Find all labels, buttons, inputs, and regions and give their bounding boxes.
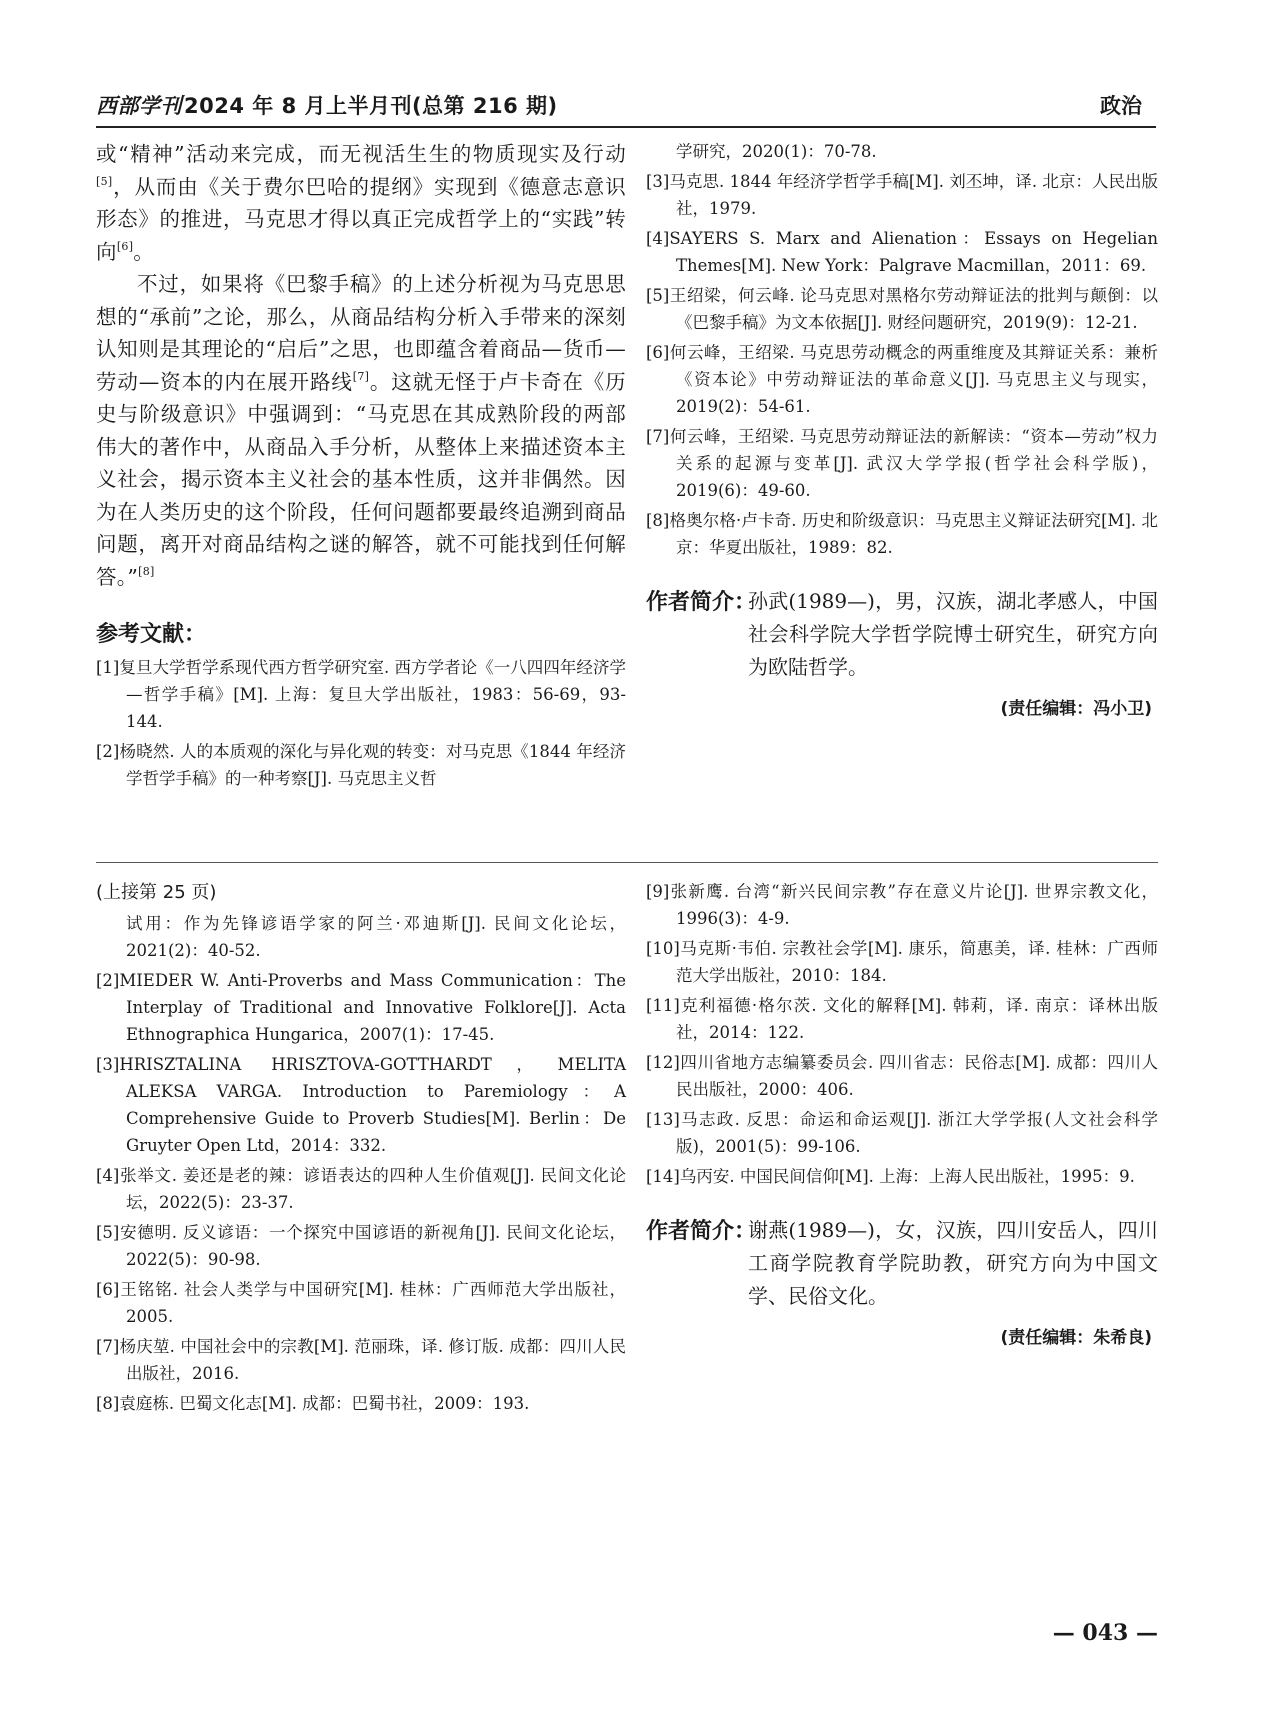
author-label: 作者简介：: [646, 1219, 757, 1244]
issue-info: 2024 年 8 月上半月刊(总第 216 期): [184, 94, 558, 118]
responsible-editor: (责任编辑：朱希良): [1000, 1328, 1152, 1348]
section-label: 政治: [1100, 94, 1142, 118]
reference-list: [96, 654, 626, 792]
body-paragraph-1: 或“精神”活动来完成，而无视活生生的物质现实及行动[5]，从而由《关于费尔巴哈的提纲》实现到《德意志意识形态》的推进，马克思才得以真正完成哲学上的“实践”转向[6]。: [96, 142, 626, 264]
author-text: 孙武(1989—)，男，汉族，湖北孝感人，中国社会科学院大学哲学院博士研究生，研究方向为欧陆哲学。: [748, 589, 1158, 679]
reference-item: [2]MIEDER W. Anti-Proverbs and Mass Communication：The Interplay of Traditional and Innovative Folklore[J]. Acta Ethnographica Hungarica，2007(1)：17-45.: [96, 971, 626, 1044]
top-left-column: [96, 138, 626, 795]
reference-item: [12]四川省地方志编纂委员会. 四川省志：民俗志[M]. 成都：四川人民出版社，2000：406.: [646, 1053, 1158, 1099]
reference-item: [3]马克思. 1844 年经济学哲学手稿[M]. 刘丕坤，译. 北京：人民出版社，1979.: [646, 172, 1158, 218]
citation: [7]: [352, 369, 370, 383]
responsible-editor: (责任编辑：冯小卫): [1000, 699, 1152, 719]
reference-item: [11]克利福德·格尔茨. 文化的解释[M]. 韩莉，译. 南京：译林出版社，2014：122.: [646, 996, 1158, 1042]
author-label: 作者简介：: [646, 590, 757, 615]
citation: [6]: [116, 239, 134, 253]
author-bio: [646, 1214, 1158, 1313]
reference-item: [7]杨庆堃. 中国社会中的宗教[M]. 范丽珠，译. 修订版. 成都：四川人民出版社，2016.: [96, 1337, 626, 1383]
page-number: — 043 —: [1052, 1620, 1158, 1646]
journal-logo: 西部学刊: [96, 93, 182, 118]
reference-item: [9]张新鹰. 台湾“新兴民间宗教”存在意义片论[J]. 世界宗教文化，1996(3)：4-9.: [646, 882, 1158, 928]
reference-item: [8]格奥尔格·卢卡奇. 历史和阶级意识：马克思主义辩证法研究[M]. 北京：华夏出版社，1989：82.: [646, 511, 1158, 557]
header-journal: [96, 90, 558, 120]
references-title: 参考文献：: [96, 622, 207, 647]
reference-item: [4]张举文. 姜还是老的辣：谚语表达的四种人生价值观[J]. 民间文化论坛，2022(5)：23-37.: [96, 1166, 626, 1212]
reference-item: 试用：作为先锋谚语学家的阿兰·邓迪斯[J]. 民间文化论坛，2021(2)：40-52.: [126, 914, 626, 960]
reference-item: [2]杨晓然. 人的本质观的深化与异化观的转变：对马克思《1844 年经济学哲学手稿》的一种考察[J]. 马克思主义哲: [96, 742, 626, 788]
top-right-column: [646, 138, 1158, 719]
bottom-left-column: [96, 878, 626, 1420]
reference-list: [96, 910, 626, 1417]
reference-item: [6]王铭铭. 社会人类学与中国研究[M]. 桂林：广西师范大学出版社，2005.: [96, 1280, 626, 1326]
section-divider: [96, 862, 1158, 863]
reference-item: [5]王绍梁，何云峰. 论马克思对黑格尔劳动辩证法的批判与颠倒：以《巴黎手稿》为文本依据[J]. 财经问题研究，2019(9)：12-21.: [646, 286, 1158, 332]
page-header: [96, 88, 1156, 128]
reference-item: [7]何云峰，王绍梁. 马克思劳动辩证法的新解读：“资本—劳动”权力关系的起源与变革[J]. 武汉大学学报(哲学社会科学版)，2019(6)：49-60.: [646, 427, 1158, 500]
reference-list: [646, 878, 1158, 1190]
reference-item: [4]SAYERS S. Marx and Alienation：Essays on Hegelian Themes[M]. New York：Palgrave Macmillan，2011：69.: [646, 229, 1158, 275]
reference-list: [646, 138, 1158, 561]
author-bio: [646, 585, 1158, 684]
reference-item: [10]马克斯·韦伯. 宗教社会学[M]. 康乐，简惠美，译. 桂林：广西师范大学出版社，2010：184.: [646, 939, 1158, 985]
reference-item: [8]袁庭栋. 巴蜀文化志[M]. 成都：巴蜀书社，2009：193.: [96, 1394, 530, 1413]
reference-item: 学研究，2020(1)：70-78.: [676, 142, 877, 161]
reference-item: [13]马志政. 反思：命运和命运观[J]. 浙江大学学报(人文社会科学版)，2001(5)：99-106.: [646, 1110, 1158, 1156]
bottom-right-column: [646, 878, 1158, 1348]
continued-label: (上接第 25 页): [96, 882, 217, 903]
citation: [5]: [96, 174, 113, 188]
reference-item: [3]HRISZTALINA HRISZTOVA-GOTTHARDT，MELITA ALEKSA VARGA. Introduction to Paremiology：A Comprehensive Guide to Proverb Studies[M]. Berlin：De Gruyter Open Ltd，2014：332.: [96, 1055, 626, 1155]
reference-item: [5]安德明. 反义谚语：一个探究中国谚语的新视角[J]. 民间文化论坛，2022(5)：90-98.: [96, 1223, 626, 1269]
reference-item: [14]乌丙安. 中国民间信仰[M]. 上海：上海人民出版社，1995：9.: [646, 1167, 1135, 1186]
author-text: 谢燕(1989—)，女，汉族，四川安岳人，四川工商学院教育学院助教，研究方向为中国文学、民俗文化。: [748, 1218, 1158, 1308]
body-paragraph-2: 不过，如果将《巴黎手稿》的上述分析视为马克思思想的“承前”之论，那么，从商品结构分析入手带来的深刻认知则是其理论的“启后”之思，也即蕴含着商品—货币—劳动—资本的内在展开路线[7]。这就无怪于卢卡奇在《历史与阶级意识》中强调到：“马克思在其成熟阶段的两部伟大的著作中，从商品入手分析，从整体上来描述资本主义社会，揭示资本主义社会的基本性质，这并非偶然。因为在人类历史的这个阶段，任何问题都要最终追溯到商品问题，离开对商品结构之谜的解答，就不可能找到任何解答。”[8]: [96, 272, 626, 589]
reference-item: [6]何云峰，王绍梁. 马克思劳动概念的两重维度及其辩证关系：兼析《资本论》中劳动辩证法的革命意义[J]. 马克思主义与现实，2019(2)：54-61.: [646, 343, 1158, 416]
citation: [8]: [138, 564, 155, 578]
reference-item: [1]复旦大学哲学系现代西方哲学研究室. 西方学者论《一八四四年经济学—哲学手稿》[M]. 上海：复旦大学出版社，1983：56-69，93-144.: [96, 658, 626, 731]
